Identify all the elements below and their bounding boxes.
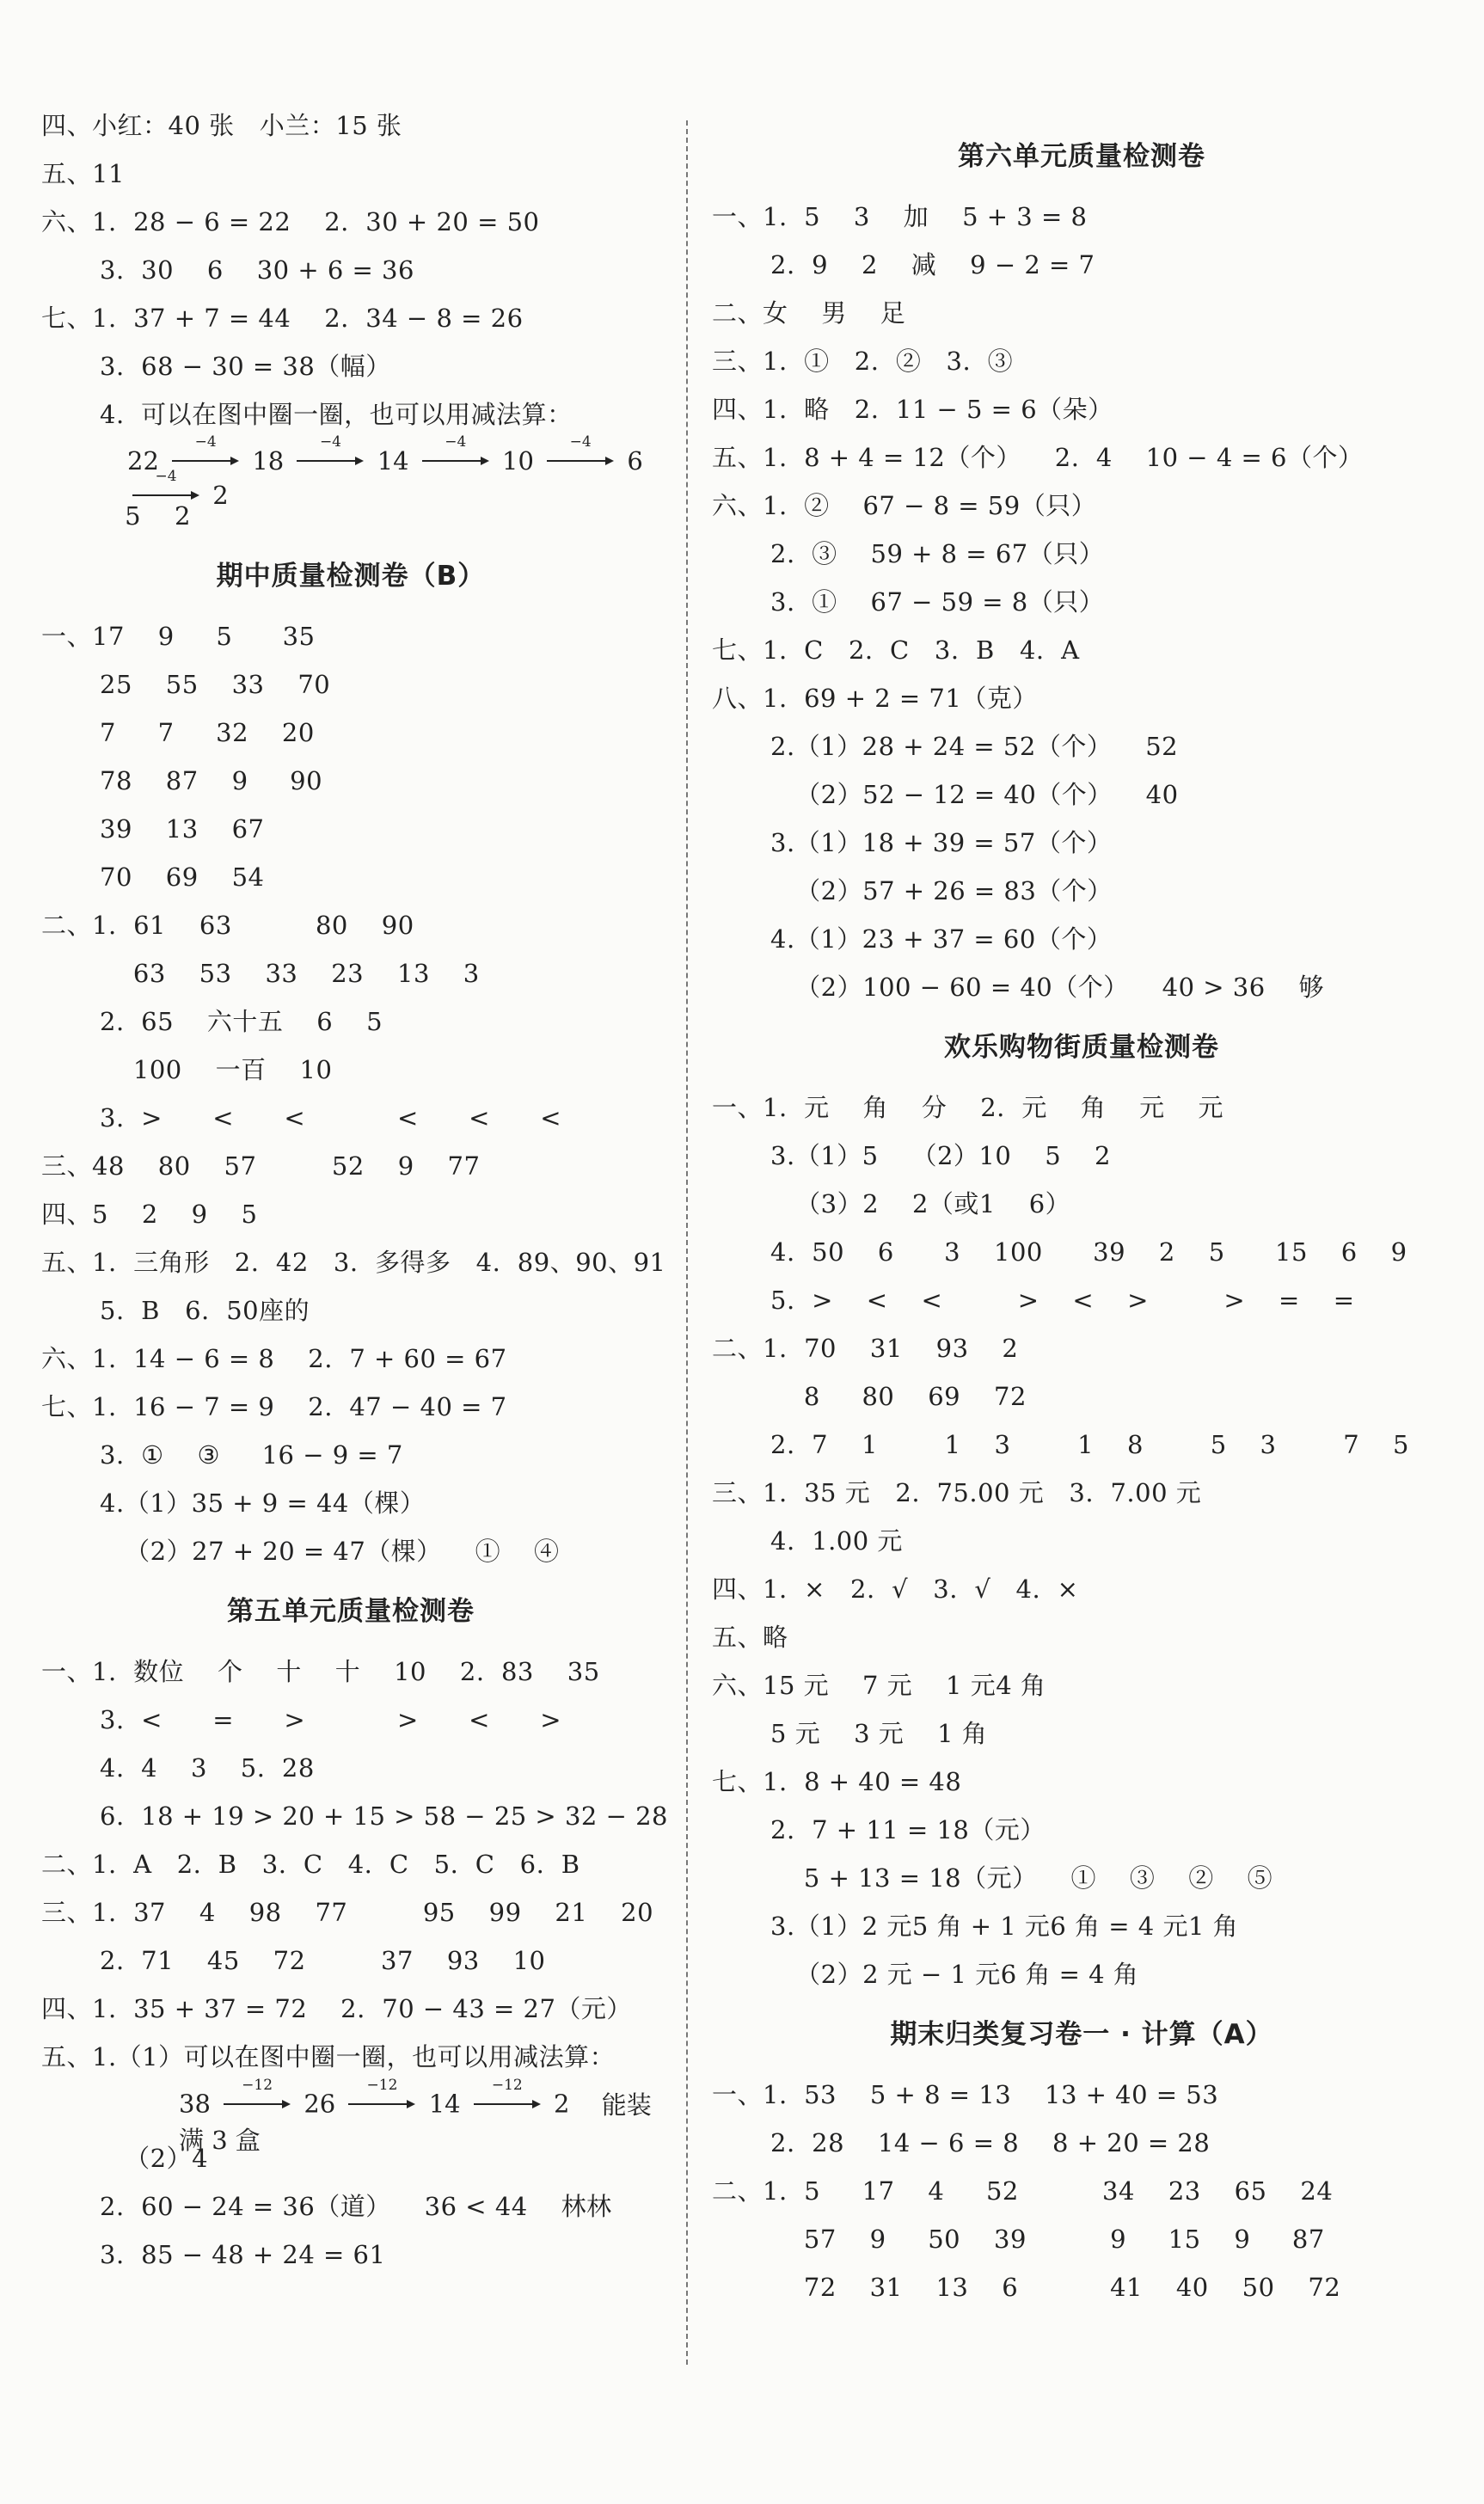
answer-line: 5 元 3 元 1 角 xyxy=(712,1719,988,1748)
chain-number: 2 xyxy=(212,481,229,510)
chain-number: 18 xyxy=(252,446,285,476)
arrow-label: −4 xyxy=(155,468,177,485)
answer-line: 2. 7 + 11 = 18（元） xyxy=(712,1815,1046,1844)
answer-line: 72 31 13 6 41 40 50 72 xyxy=(712,2273,1341,2302)
section-title: 欢乐购物街质量检测卷 xyxy=(944,1032,1219,1063)
answer-line: 5. B 6. 50座的 xyxy=(41,1296,310,1325)
unit5-answers xyxy=(41,1648,668,2081)
answer-line: 四、小红：40 张 小兰：15 张 xyxy=(41,111,402,140)
answer-line: 四、1. 略 2. 11 − 5 = 6（朵） xyxy=(712,395,1113,424)
arrow-icon xyxy=(132,468,199,512)
answer-line: 七、1. 8 + 40 = 48 xyxy=(712,1767,962,1796)
unit5-answers-continued xyxy=(41,2134,660,2279)
chain-number: 22 xyxy=(127,446,159,476)
arrow-label: −12 xyxy=(242,2076,273,2094)
answer-line: 一、1. 元 角 分 2. 元 角 元 元 xyxy=(712,1093,1223,1122)
answer-line: 五、1. 8 + 4 = 12（个） 2. 4 10 − 4 = 6（个） xyxy=(712,443,1364,472)
answer-line: （2）2 元 − 1 元6 角 = 4 角 xyxy=(712,1960,1139,1989)
answer-line: 4. 1.00 元 xyxy=(712,1526,903,1556)
answer-line: 一、1. 53 5 + 8 = 13 13 + 40 = 53 xyxy=(712,2080,1219,2109)
chain-number: 26 xyxy=(304,2089,336,2119)
answer-line: 二、1. 5 17 4 52 34 23 65 24 xyxy=(712,2176,1334,2206)
chain-number: 38 xyxy=(179,2089,211,2119)
chain-number: 10 xyxy=(502,446,534,476)
arrow-label: −12 xyxy=(491,2076,523,2094)
answer-line: （2）57 + 26 = 83（个） xyxy=(712,876,1113,905)
answer-line: 6. 18 + 19 > 20 + 15 > 58 − 25 > 32 − 28 xyxy=(41,1801,668,1831)
chain-number: 14 xyxy=(377,446,409,476)
answer-line: （3）2 2（或1 6） xyxy=(712,1189,1071,1218)
answer-line: 五、1.（1）可以在图中圈一圈，也可以用减法算： xyxy=(41,2042,616,2071)
subtraction-chain xyxy=(41,2076,660,2155)
answer-line: 六、1. 28 − 6 = 22 2. 30 + 20 = 50 xyxy=(41,207,540,236)
answer-line: 25 55 33 70 xyxy=(41,670,331,699)
arrow-label: −4 xyxy=(194,433,217,451)
final-answers xyxy=(712,2071,1451,2311)
answer-line: 七、1. C 2. C 3. B 4. A xyxy=(712,635,1080,665)
answer-line: 三、1. 37 4 98 77 95 99 21 20 xyxy=(41,1898,654,1927)
section-title: 期末归类复习卷一 · 计算（A） xyxy=(890,2019,1273,2050)
answer-line: 5 + 13 = 18（元） ① ③ ② ⑤ xyxy=(712,1863,1273,1893)
chain-number: 6 xyxy=(627,446,643,476)
section-title: 第六单元质量检测卷 xyxy=(958,141,1205,172)
answer-line: 78 87 9 90 xyxy=(41,766,323,795)
answer-line: 8 80 69 72 xyxy=(712,1382,1027,1411)
answer-line: 2. 9 2 减 9 − 2 = 7 xyxy=(712,250,1095,279)
column-divider xyxy=(686,120,688,2365)
arrow-label: −4 xyxy=(445,433,467,451)
answer-line: 2. 28 14 − 6 = 8 8 + 20 = 28 xyxy=(712,2128,1211,2157)
answer-line: 二、1. 61 63 80 90 xyxy=(41,911,414,940)
answer-line: 六、15 元 7 元 1 元4 角 xyxy=(712,1671,1046,1700)
arrow-icon xyxy=(348,2076,415,2121)
arrow-label: −12 xyxy=(366,2076,398,2094)
left-column xyxy=(41,101,668,2279)
answer-line: 四、1. 35 + 37 = 72 2. 70 − 43 = 27（元） xyxy=(41,1994,632,2023)
arrow-label: −4 xyxy=(319,433,341,451)
answer-line: 2.（1）28 + 24 = 52（个） 52 xyxy=(712,732,1179,761)
answer-line: 3. < = > > < > xyxy=(41,1705,562,1734)
arrow-icon xyxy=(224,2076,291,2121)
answer-line: 五、略 xyxy=(712,1623,788,1652)
answer-line: 70 69 54 xyxy=(41,862,265,892)
answer-line: 4.（1）35 + 9 = 44（棵） xyxy=(41,1488,426,1518)
answer-line: 三、48 80 57 52 9 77 xyxy=(41,1151,481,1181)
answer-line: 5. > < < > < > > = = xyxy=(712,1286,1355,1315)
answer-line: 57 9 50 39 9 15 9 87 xyxy=(712,2225,1325,2254)
answer-line: 4. 50 6 3 100 39 2 5 15 6 9 xyxy=(712,1237,1407,1267)
answer-line: 四、5 2 9 5 xyxy=(41,1200,258,1229)
answer-line: 39 13 67 xyxy=(41,814,265,844)
subtraction-chain xyxy=(41,433,660,510)
answer-line: 八、1. 69 + 2 = 71（克） xyxy=(712,684,1038,713)
answer-line: 七、1. 37 + 7 = 44 2. 34 − 8 = 26 xyxy=(41,304,524,333)
answer-line: 3.（1）2 元5 角 + 1 元6 角 = 4 元1 角 xyxy=(712,1912,1239,1941)
answer-line: 7 7 32 20 xyxy=(41,718,315,747)
answer-line: 2. 7 1 1 3 1 8 5 3 7 5 xyxy=(712,1430,1409,1459)
answer-line: 2. 60 − 24 = 36（道） 36 < 44 林林 xyxy=(41,2192,612,2221)
answer-line: 六、1. ② 67 − 8 = 59（只） xyxy=(712,491,1097,520)
answer-line: 四、1. × 2. √ 3. √ 4. × xyxy=(712,1574,1079,1604)
answer-line: 4.（1）23 + 37 = 60（个） xyxy=(712,924,1113,954)
answer-line: 63 53 33 23 13 3 xyxy=(41,959,480,988)
answer-line: 4. 4 3 5. 28 xyxy=(41,1753,315,1783)
answer-line: 3.（1）5 （2）10 5 2 xyxy=(712,1141,1111,1170)
arrow-icon xyxy=(422,433,489,478)
answer-line: 3. > < < < < < xyxy=(41,1103,562,1132)
section-title: 第五单元质量检测卷 xyxy=(227,1596,475,1627)
answer-line: 一、1. 5 3 加 5 + 3 = 8 xyxy=(712,202,1088,231)
chain-number: 2 xyxy=(554,2089,570,2119)
answer-line: 3. 68 − 30 = 38（幅） xyxy=(41,352,391,381)
answer-line: 3. 85 − 48 + 24 = 61 xyxy=(41,2240,386,2269)
arrow-label: −4 xyxy=(569,433,592,451)
unit6-answers xyxy=(712,193,1451,1011)
answer-line: 五、1. 三角形 2. 42 3. 多得多 4. 89、90、91 xyxy=(41,1248,666,1277)
answer-line: 三、1. 35 元 2. 75.00 元 3. 7.00 元 xyxy=(712,1478,1202,1507)
shopping-answers xyxy=(712,1083,1451,1998)
answer-line: 三、1. ① 2. ② 3. ③ xyxy=(712,347,1014,376)
answer-line: （2）52 − 12 = 40（个） 40 xyxy=(712,780,1179,809)
answer-line: 5 2 xyxy=(41,501,191,531)
answer-line: 3. ① ③ 16 − 9 = 7 xyxy=(41,1440,403,1470)
answer-line: 一、1. 数位 个 十 十 10 2. 83 35 xyxy=(41,1657,600,1686)
answer-line: （2）100 − 60 = 40（个） 40 > 36 够 xyxy=(712,973,1325,1002)
answer-line: 100 一百 10 xyxy=(41,1055,333,1084)
chain-number: 14 xyxy=(428,2089,461,2119)
arrow-icon xyxy=(297,433,364,478)
arrow-icon xyxy=(547,433,614,478)
answer-line: 二、女 男 足 xyxy=(712,298,906,328)
answer-line: 五、11 xyxy=(41,159,125,188)
arrow-icon xyxy=(474,2076,541,2121)
answer-line: 一、17 9 5 35 xyxy=(41,622,316,651)
answer-line: 3. 30 6 30 + 6 = 36 xyxy=(41,255,414,285)
answer-line: 2. 71 45 72 37 93 10 xyxy=(41,1946,546,1975)
answer-line: 2. ③ 59 + 8 = 67（只） xyxy=(712,539,1105,568)
answer-line: 七、1. 16 − 7 = 9 2. 47 − 40 = 7 xyxy=(41,1392,507,1421)
answer-line: 4. 可以在图中圈一圈，也可以用减法算： xyxy=(41,400,573,429)
answer-line: 六、1. 14 − 6 = 8 2. 7 + 60 = 67 xyxy=(41,1344,507,1373)
answer-line: 3. ① 67 − 59 = 8（只） xyxy=(712,587,1105,617)
answer-line: 二、1. 70 31 93 2 xyxy=(712,1334,1019,1363)
answer-line: 2. 65 六十五 6 5 xyxy=(41,1007,383,1036)
answer-line: （2）27 + 20 = 47（棵） ① ④ xyxy=(41,1537,560,1566)
midterm-answers xyxy=(41,612,666,1575)
answer-line: 3.（1）18 + 39 = 57（个） xyxy=(712,828,1113,857)
answer-line: 二、1. A 2. B 3. C 4. C 5. C 6. B xyxy=(41,1850,580,1879)
right-column xyxy=(712,120,1451,2311)
chain-suffix: 能装满 3 盒 xyxy=(179,2090,652,2155)
answer-line: （2）4 xyxy=(41,2144,209,2173)
section-title: 期中质量检测卷（B） xyxy=(216,561,486,592)
